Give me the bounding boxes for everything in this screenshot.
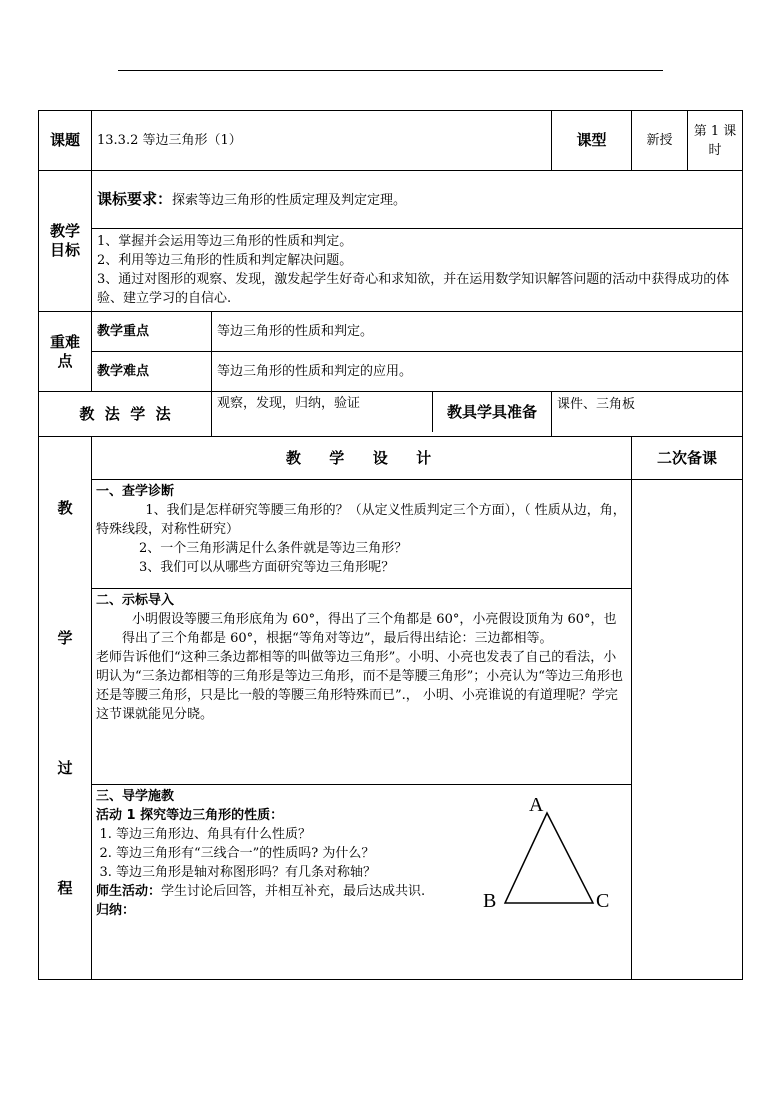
process-label-char: 学 — [57, 629, 73, 647]
backup-notes-area — [632, 480, 743, 980]
difficulty-text: 等边三角形的性质和判定的应用。 — [212, 352, 743, 392]
goal-item: 1、掌握并会运用等边三角形的性质和判定。 — [97, 234, 353, 249]
focus-label: 教学重点 — [92, 312, 212, 352]
keypoints-label — [39, 312, 92, 392]
goals-label-line1: 教学 — [49, 222, 80, 240]
period-value: 第 1 课时 — [688, 111, 743, 171]
triangle-shape — [505, 813, 593, 903]
methods-cell — [212, 392, 552, 437]
goal-item: 2、利用等边三角形的性质和判定解决问题。 — [97, 253, 353, 268]
keypoints-label-line2: 点 — [57, 351, 73, 370]
goal-item: 3、通过对图形的观察、发现，激发起学生好奇心和求知欲，并在运用数学知识解答问题的活动中获得成功的体验、建立学习的自信心. — [97, 272, 730, 306]
tools-label: 教具学具准备 — [432, 392, 551, 432]
methods-text: 观察，发现，归纳，验证 — [217, 396, 361, 411]
lesson-plan-table — [38, 110, 743, 980]
intro-paragraph-2: 老师告诉他们“这种三条边都相等的叫做等边三角形”。小明、小亮也发表了自己的看法，小明认为“三条边都相等的三角形是等边三角形，而不是等腰三角形”；小亮认为“等边三角形也还是等腰三角形，只是比一般的等腰三角形特殊而已”.， 小明、小亮谁说的有道理呢？学完这节课就能见分晓。 — [96, 650, 623, 722]
section-title: 一、查学诊断 — [96, 484, 175, 499]
question-3: 3、我们可以从哪些方面研究等边三角形呢？ — [139, 560, 395, 575]
backup-title: 二次备课 — [632, 437, 743, 480]
standard-text: 探索等边三角形的性质定理及判定定理。 — [172, 192, 407, 208]
focus-text: 等边三角形的性质和判定。 — [212, 312, 743, 352]
design-content — [92, 480, 632, 980]
activity-question: 2. 等边三角形有“三线合一”的性质吗? 为什么？ — [116, 844, 406, 863]
intro-paragraph-1: 小明假设等腰三角形底角为 60°，得出了三个角都是 60°，小亮假设顶角为 60°，也得出了三个角都是 60°，根据“等角对等边”，最后得出结论：三边都相等。 — [122, 612, 617, 646]
goals-list — [92, 229, 743, 312]
process-label-char: 教 — [57, 499, 73, 517]
standard-label: 课标要求： — [97, 189, 173, 208]
vertex-label-b: B — [483, 890, 497, 909]
activity-questions — [96, 825, 406, 882]
methods-label: 教 法 学 法 — [39, 392, 212, 437]
goals-label — [39, 171, 92, 312]
design-title: 教 学 设 计 — [92, 437, 632, 480]
process-label-char: 程 — [57, 879, 73, 897]
section-teaching — [92, 785, 631, 978]
question-2: 2、一个三角形满足什么条件就是等边三角形？ — [139, 541, 408, 556]
vertex-label-c: C — [596, 890, 610, 909]
activity2-text: 学生讨论后回答，并相互补充，最后达成共识. — [161, 884, 426, 899]
activity2-label: 师生活动： — [96, 884, 162, 899]
keypoints-label-line1: 重难 — [49, 332, 80, 351]
type-label: 课型 — [552, 111, 632, 171]
summary-label: 归纳： — [96, 903, 136, 918]
difficulty-label: 教学难点 — [92, 352, 212, 392]
process-label — [39, 437, 92, 980]
process-label-char: 过 — [57, 759, 73, 777]
section-title: 二、示标导入 — [96, 593, 175, 608]
vertex-label-a: A — [529, 794, 544, 816]
goals-label-line2: 目标 — [49, 241, 80, 259]
question-1: 1、我们是怎样研究等腰三角形的？（从定义性质判定三个方面），（ 性质从边，角，特殊线段，对称性研究） — [96, 503, 626, 537]
activity-question: 1. 等边三角形边、角具有什么性质？ — [116, 825, 406, 844]
section-diagnosis — [92, 480, 631, 589]
section-title: 三、导学施教 — [96, 789, 175, 804]
topic-value: 13.3.2 等边三角形（1） — [92, 111, 552, 171]
equilateral-triangle-figure — [481, 791, 621, 909]
activity-question: 3. 等边三角形是轴对称图形吗？有几条对称轴？ — [116, 863, 406, 882]
section-intro — [92, 589, 631, 785]
type-value: 新授 — [632, 111, 688, 171]
topic-label: 课题 — [39, 111, 92, 171]
tools-text: 课件、三角板 — [552, 392, 743, 437]
curriculum-standard — [92, 171, 743, 229]
header-rule — [118, 70, 663, 71]
activity-title: 活动 1 探究等边三角形的性质： — [96, 808, 284, 823]
